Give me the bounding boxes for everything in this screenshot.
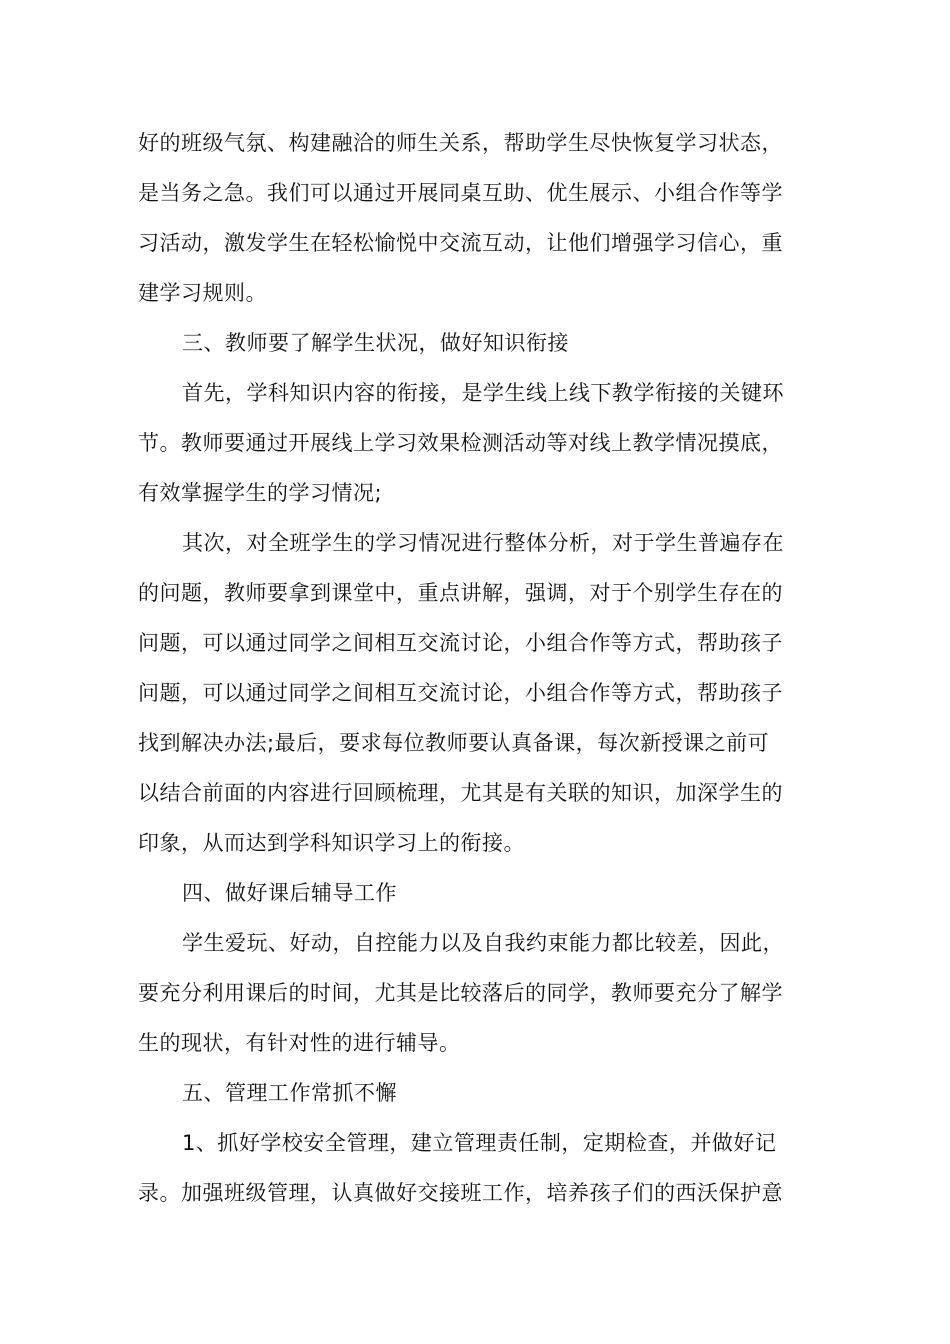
text-line: 录。加强班级管理，认真做好交接班工作，培养孩子们的西沃保护意: [138, 1181, 783, 1205]
text-line: 问题，可以通过同学之间相互交流讨论，小组合作等方式，帮助孩子: [138, 681, 783, 705]
text-line: 有效掌握学生的学习情况;: [138, 481, 383, 505]
text-line: 建学习规则。: [138, 281, 267, 305]
section-heading: 五、管理工作常抓不懈: [182, 1081, 397, 1105]
section-heading: 三、教师要了解学生状况，做好知识衔接: [182, 331, 569, 355]
text-line: 印象，从而达到学科知识学习上的衔接。: [138, 831, 525, 855]
document-body: [138, 118, 822, 1218]
text-line: 找到解决办法;最后，要求每位教师要认真备课，每次新授课之前可: [138, 731, 770, 755]
text-line: 生的现状，有针对性的进行辅导。: [138, 1031, 461, 1055]
text-line: 以结合前面的内容进行回顾梳理，尤其是有关联的知识，加深学生的: [138, 781, 783, 805]
text-line: 好的班级气氛、构建融洽的师生关系，帮助学生尽快恢复学习状态，: [138, 131, 783, 155]
text-line: 1、抓好学校安全管理，建立管理责任制，定期检查，并做好记: [182, 1131, 777, 1155]
text-line: 问题，可以通过同学之间相互交流讨论，小组合作等方式，帮助孩子: [138, 631, 783, 655]
text-line: 要充分利用课后的时间，尤其是比较落后的同学，教师要充分了解学: [138, 981, 783, 1005]
text-line: 首先，学科知识内容的衔接，是学生线上线下教学衔接的关键环: [182, 381, 784, 405]
text-line: 习活动，激发学生在轻松愉悦中交流互动，让他们增强学习信心，重: [138, 231, 783, 255]
text-line: 是当务之急。我们可以通过开展同桌互助、优生展示、小组合作等学: [138, 181, 783, 205]
section-heading: 四、做好课后辅导工作: [182, 881, 397, 905]
text-line: 学生爱玩、好动，自控能力以及自我约束能力都比较差，因此，: [182, 931, 784, 955]
text-line: 的问题，教师要拿到课堂中，重点讲解，强调，对于个别学生存在的: [138, 581, 783, 605]
text-line: 节。教师要通过开展线上学习效果检测活动等对线上教学情况摸底，: [138, 431, 783, 455]
text-line: 其次，对全班学生的学习情况进行整体分析，对于学生普遍存在: [182, 531, 784, 555]
